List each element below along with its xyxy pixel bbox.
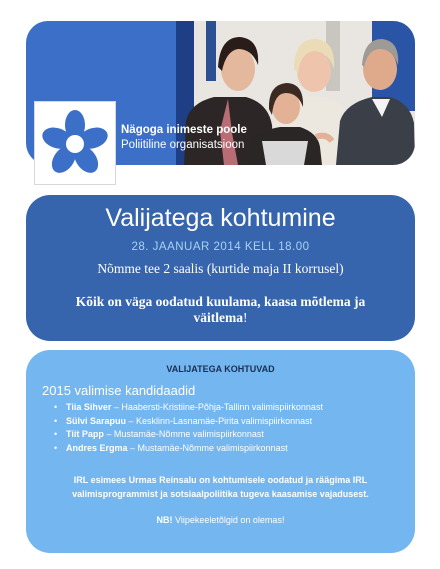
candidate-name: Andres Ergma xyxy=(66,442,128,453)
meeting-invitation xyxy=(50,294,391,326)
list-item xyxy=(54,442,323,456)
invitation-text: Kõik on väga oodatud kuulama, kaasa mõtlema ja väitlema xyxy=(75,294,366,325)
nb-label: NB! xyxy=(156,515,173,525)
candidate-district: – Mustamäe-Nõmme valimispiirkonnast xyxy=(103,429,264,439)
invitation-exclamation: ! xyxy=(243,310,248,325)
guest-notice: IRL esimees Urmas Reinsalu on kohtumisele oodatud ja räägima IRL valimisprogrammist ja sotsiaalpoliitika tugeva kaasamise vajadusest. xyxy=(72,475,369,499)
candidate-district: – Haabersti-Kristiine-Põhja-Tallinn valimispiirkonnast xyxy=(111,402,323,412)
flower-logo-icon xyxy=(35,102,115,184)
candidate-name: Tiit Papp xyxy=(66,429,104,439)
organization-subtitle: Poliitiline organisatsioon xyxy=(121,139,245,151)
meeting-box xyxy=(26,195,415,341)
meeting-date: 28. JAANUAR 2014 KELL 18.00 xyxy=(131,241,310,253)
bullet-icon: • xyxy=(54,442,58,453)
bullet-icon: • xyxy=(54,429,58,439)
list-item xyxy=(54,415,323,429)
candidate-name: Sülvi Sarapuu xyxy=(66,415,127,426)
organization-logo xyxy=(35,102,115,184)
speakers-box xyxy=(26,350,415,553)
candidates-list xyxy=(54,401,323,455)
meeting-title: Valijatega kohtumine xyxy=(105,204,336,232)
candidate-name: Tiia Sihver xyxy=(66,402,112,412)
list-item xyxy=(54,401,323,415)
candidates-heading: 2015 valimise kandidaadid xyxy=(42,383,196,398)
organization-name: Nägoga inimeste poole xyxy=(121,124,247,136)
nb-text: Viipekeeletõlgid on olemas! xyxy=(172,515,285,525)
candidate-district: – Mustamäe-Nõmme valimispiirkonnast xyxy=(127,442,288,453)
bullet-icon: • xyxy=(54,402,58,412)
candidate-district: – Kesklinn-Lasnamäe-Pirita valimispiirkonnast xyxy=(126,415,313,426)
list-item xyxy=(54,428,323,442)
sign-language-note xyxy=(26,515,415,525)
meeting-place: Nõmme tee 2 saalis (kurtide maja II korrusel) xyxy=(97,261,344,276)
bullet-icon: • xyxy=(54,415,58,426)
section-title: VALIJATEGA KOHTUVAD xyxy=(166,364,275,374)
